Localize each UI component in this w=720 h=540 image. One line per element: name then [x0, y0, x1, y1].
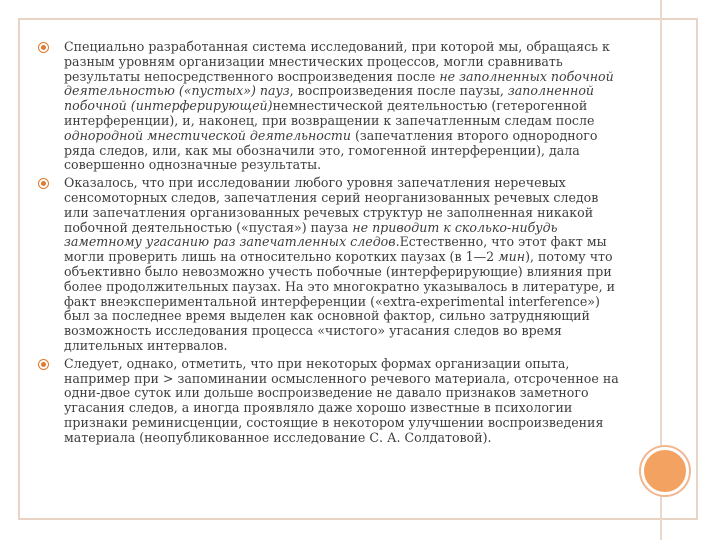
circle-bullet-icon: [38, 178, 49, 189]
circle-bullet-icon: [38, 42, 49, 53]
paragraph-text: [64, 176, 623, 354]
decorative-circle-icon: [641, 447, 689, 495]
bullet-paragraph-3: [38, 357, 623, 446]
paragraph-text: [64, 40, 623, 173]
text-run: Следует, однако, отметить, что при некоторых формах организации опыта, например при > запоминании осмысленного речевого материала, отсроченное на одни-двое суток или дольше воспроизведение не давало признаков заметного угасания следов, а иногда проявляло даже хорошо известные в психологии признаки реминисценции, состоящие в некотором улучшении воспроизведения материала (неопубликованное исследование С. А. Солдатовой).: [64, 355, 619, 445]
circle-bullet-icon: [38, 359, 49, 370]
italic-text-run: мин: [498, 249, 526, 265]
paragraph-text: [64, 357, 623, 446]
text-run: немнестической деятельностью (гетерогенной интерференции), и, наконец, при возвращении к запечатленным следам после: [64, 98, 595, 128]
text-run: , воспроизведения после паузы,: [289, 83, 508, 99]
text-run: (запечатления второго однородного ряда следов, или, как мы обозначили это, гомогенной интерференции), дала совершенно однозначные результаты.: [64, 127, 598, 173]
slide-content: [38, 40, 623, 446]
text-run: Специально разработанная система исследований, при которой мы, обращаясь к разным уровням организации мнестических процессов, могли сравнивать результаты непосредственного воспроизведения после: [64, 39, 610, 84]
text-run: Оказалось, что при исследовании любого уровня запечатления неречевых сенсомоторных следов, запечатления серий неорганизованных речевых следов или запечатления организованных речевых структур не заполненная никакой побочной деятельностью («пустая») пауза: [64, 175, 599, 235]
text-run: ), потому что объективно было невозможно учесть побочные (интерферирующие) влияния при более продолжительных паузах. На это многократно указывалось в литературе, и факт внеэкспериментальной интерференции («extra-experimental interference») был за последнее время выделен как основной фактор, сильно затрудняющий возможность исследования процесса «чистого» угасания следов во время длительных интервалов.: [64, 249, 616, 353]
italic-text-run: не приводит к сколько-нибудь заметному угасанию раз запечатленных следов.: [64, 219, 558, 250]
bullet-paragraph-2: [38, 176, 623, 354]
italic-text-run: заполненной побочной (интерферирующей): [64, 83, 595, 114]
italic-text-run: не заполненных побочной деятельностью («пустых») пауз: [64, 68, 614, 99]
text-run: Естественно, что этот факт мы могли проверить лишь на относительно коротких паузах (в 1—2: [64, 234, 607, 265]
italic-text-run: однородной мнестической деятельности: [64, 127, 351, 143]
bullet-paragraph-1: [38, 40, 623, 173]
